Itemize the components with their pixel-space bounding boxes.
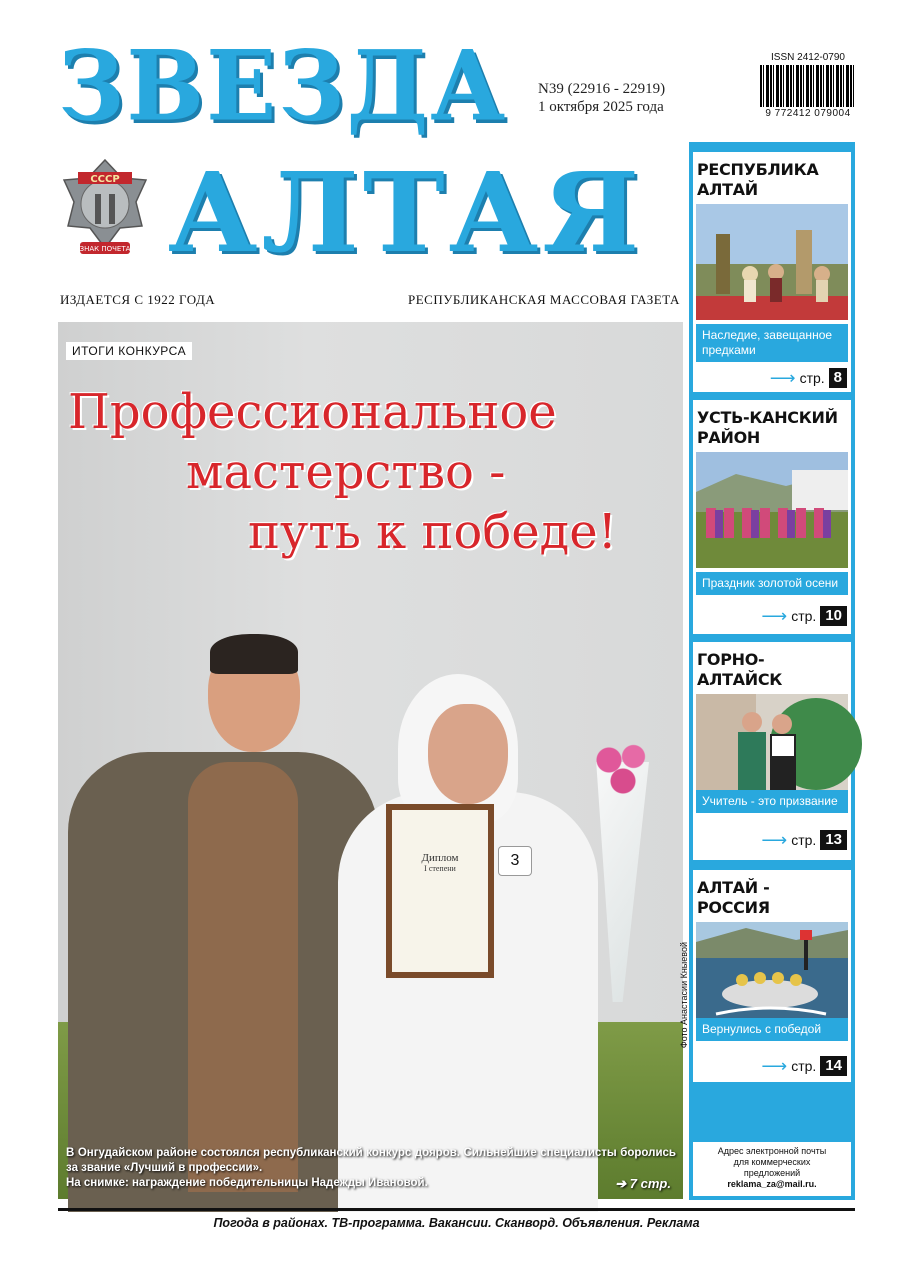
caption-photo-note: На снимке: награждение победительницы Надежды Ивановой. <box>66 1177 428 1189</box>
since-label: ИЗДАЕТСЯ С 1922 ГОДА <box>60 292 216 307</box>
sidebar-photo <box>696 452 848 568</box>
sidebar-section-title: РЕСПУБЛИКА АЛТАЙ <box>697 160 819 199</box>
contact-line2: для коммерческих <box>733 1157 811 1167</box>
caption-page-link[interactable]: ➔ 7 стр. <box>615 1176 671 1191</box>
man-shirt <box>188 762 298 1192</box>
arrow-right-icon: ⟶ <box>761 605 788 626</box>
newspaper-type: РЕСПУБЛИКАНСКАЯ МАССОВАЯ ГАЗЕТА <box>408 292 680 307</box>
sidebar-section-title: ГОРНО-АЛТАЙСК <box>697 650 783 689</box>
svg-text:ЗНАК ПОЧЕТА: ЗНАК ПОЧЕТА <box>79 245 131 253</box>
contact-line1: Адрес электронной почты <box>717 1146 827 1156</box>
sidebar-item-ust-kan[interactable] <box>693 400 851 634</box>
sidebar-page-link[interactable] <box>761 606 847 626</box>
arrow-right-icon: ⟶ <box>761 1055 788 1076</box>
order-badge-icon <box>62 158 148 288</box>
masthead-title-line2: АЛТАЯ <box>168 148 644 277</box>
issn: ISSN 2412-0790 <box>771 52 845 63</box>
masthead-title-line1: ЗВЕЗДА <box>58 29 508 143</box>
page-label: стр. <box>791 608 817 624</box>
page-number: 13 <box>820 830 847 850</box>
page-label: стр. <box>799 370 825 386</box>
barcode-bars <box>760 65 856 107</box>
section-kicker: ИТОГИ КОНКУРСА <box>66 342 192 360</box>
page-label: стр. <box>791 1058 817 1074</box>
barcode <box>760 52 856 120</box>
photo-credit: Фото Анастасии Кныевой <box>679 942 689 1049</box>
svg-text:СССР: СССР <box>90 174 120 185</box>
arrow-right-icon: ⟶ <box>761 829 788 850</box>
sidebar-page-link[interactable] <box>761 1056 847 1076</box>
sidebar-section-title: УСТЬ-КАНСКИЙ РАЙОН <box>697 408 838 447</box>
contact-box <box>693 1142 851 1196</box>
man-hair <box>210 634 298 674</box>
diploma <box>386 804 494 978</box>
contact-email[interactable]: reklama_za@mail.ru. <box>727 1179 817 1189</box>
sidebar-page-link[interactable] <box>770 368 847 388</box>
sidebar-item-gorno-altaysk[interactable] <box>693 642 851 860</box>
sidebar-item-altay-rossiya[interactable] <box>693 870 851 1082</box>
headline-line2: мастерство - <box>186 444 506 500</box>
sidebar-photo <box>696 204 848 320</box>
caption-text: В Онгудайском районе состоялся республиканский конкурс дояров. Сильнейшие специалисты боролись за звание «Лучший в профессии». <box>66 1147 676 1174</box>
contact-line3: предложений <box>743 1168 801 1178</box>
sidebar-page-link[interactable] <box>761 830 847 850</box>
issue-date: 1 октября 2025 года <box>538 99 664 115</box>
flowers-icon <box>588 732 658 802</box>
woman-face <box>428 704 508 804</box>
barcode-number: 9 772412 079004 <box>765 108 851 119</box>
sidebar-caption: Вернулись с победой <box>696 1018 848 1041</box>
sidebar-caption: Учитель - это призвание <box>696 790 848 813</box>
page-label: стр. <box>791 832 817 848</box>
headline-line3: путь к победе! <box>248 504 617 560</box>
sidebar-caption: Праздник золотой осени <box>696 572 848 595</box>
page-number: 14 <box>820 1056 847 1076</box>
sidebar <box>689 142 855 1200</box>
sidebar-item-respublika[interactable] <box>693 152 851 392</box>
footer-contents: Погода в районах. ТВ-программа. Вакансии. Сканворд. Объявления. Реклама <box>213 1216 700 1230</box>
headline-line1: Профессиональное <box>68 384 557 440</box>
page-number: 10 <box>820 606 847 626</box>
headline[interactable] <box>58 382 683 562</box>
diploma-subtitle: I степени <box>424 864 456 873</box>
contestant-number: 3 <box>498 846 532 876</box>
bottom-divider <box>58 1208 855 1211</box>
arrow-right-icon: ⟶ <box>769 367 796 388</box>
sidebar-caption: Наследие, завещанное предками <box>696 324 848 362</box>
diploma-title: Диплом <box>421 852 459 864</box>
sidebar-section-title: АЛТАЙ - РОССИЯ <box>697 878 770 917</box>
photo-caption <box>66 1146 676 1191</box>
issue-number: N39 (22916 - 22919) <box>538 81 666 97</box>
issue-info <box>538 80 665 116</box>
page-number: 8 <box>829 368 847 388</box>
cover-photo[interactable] <box>58 322 689 1199</box>
